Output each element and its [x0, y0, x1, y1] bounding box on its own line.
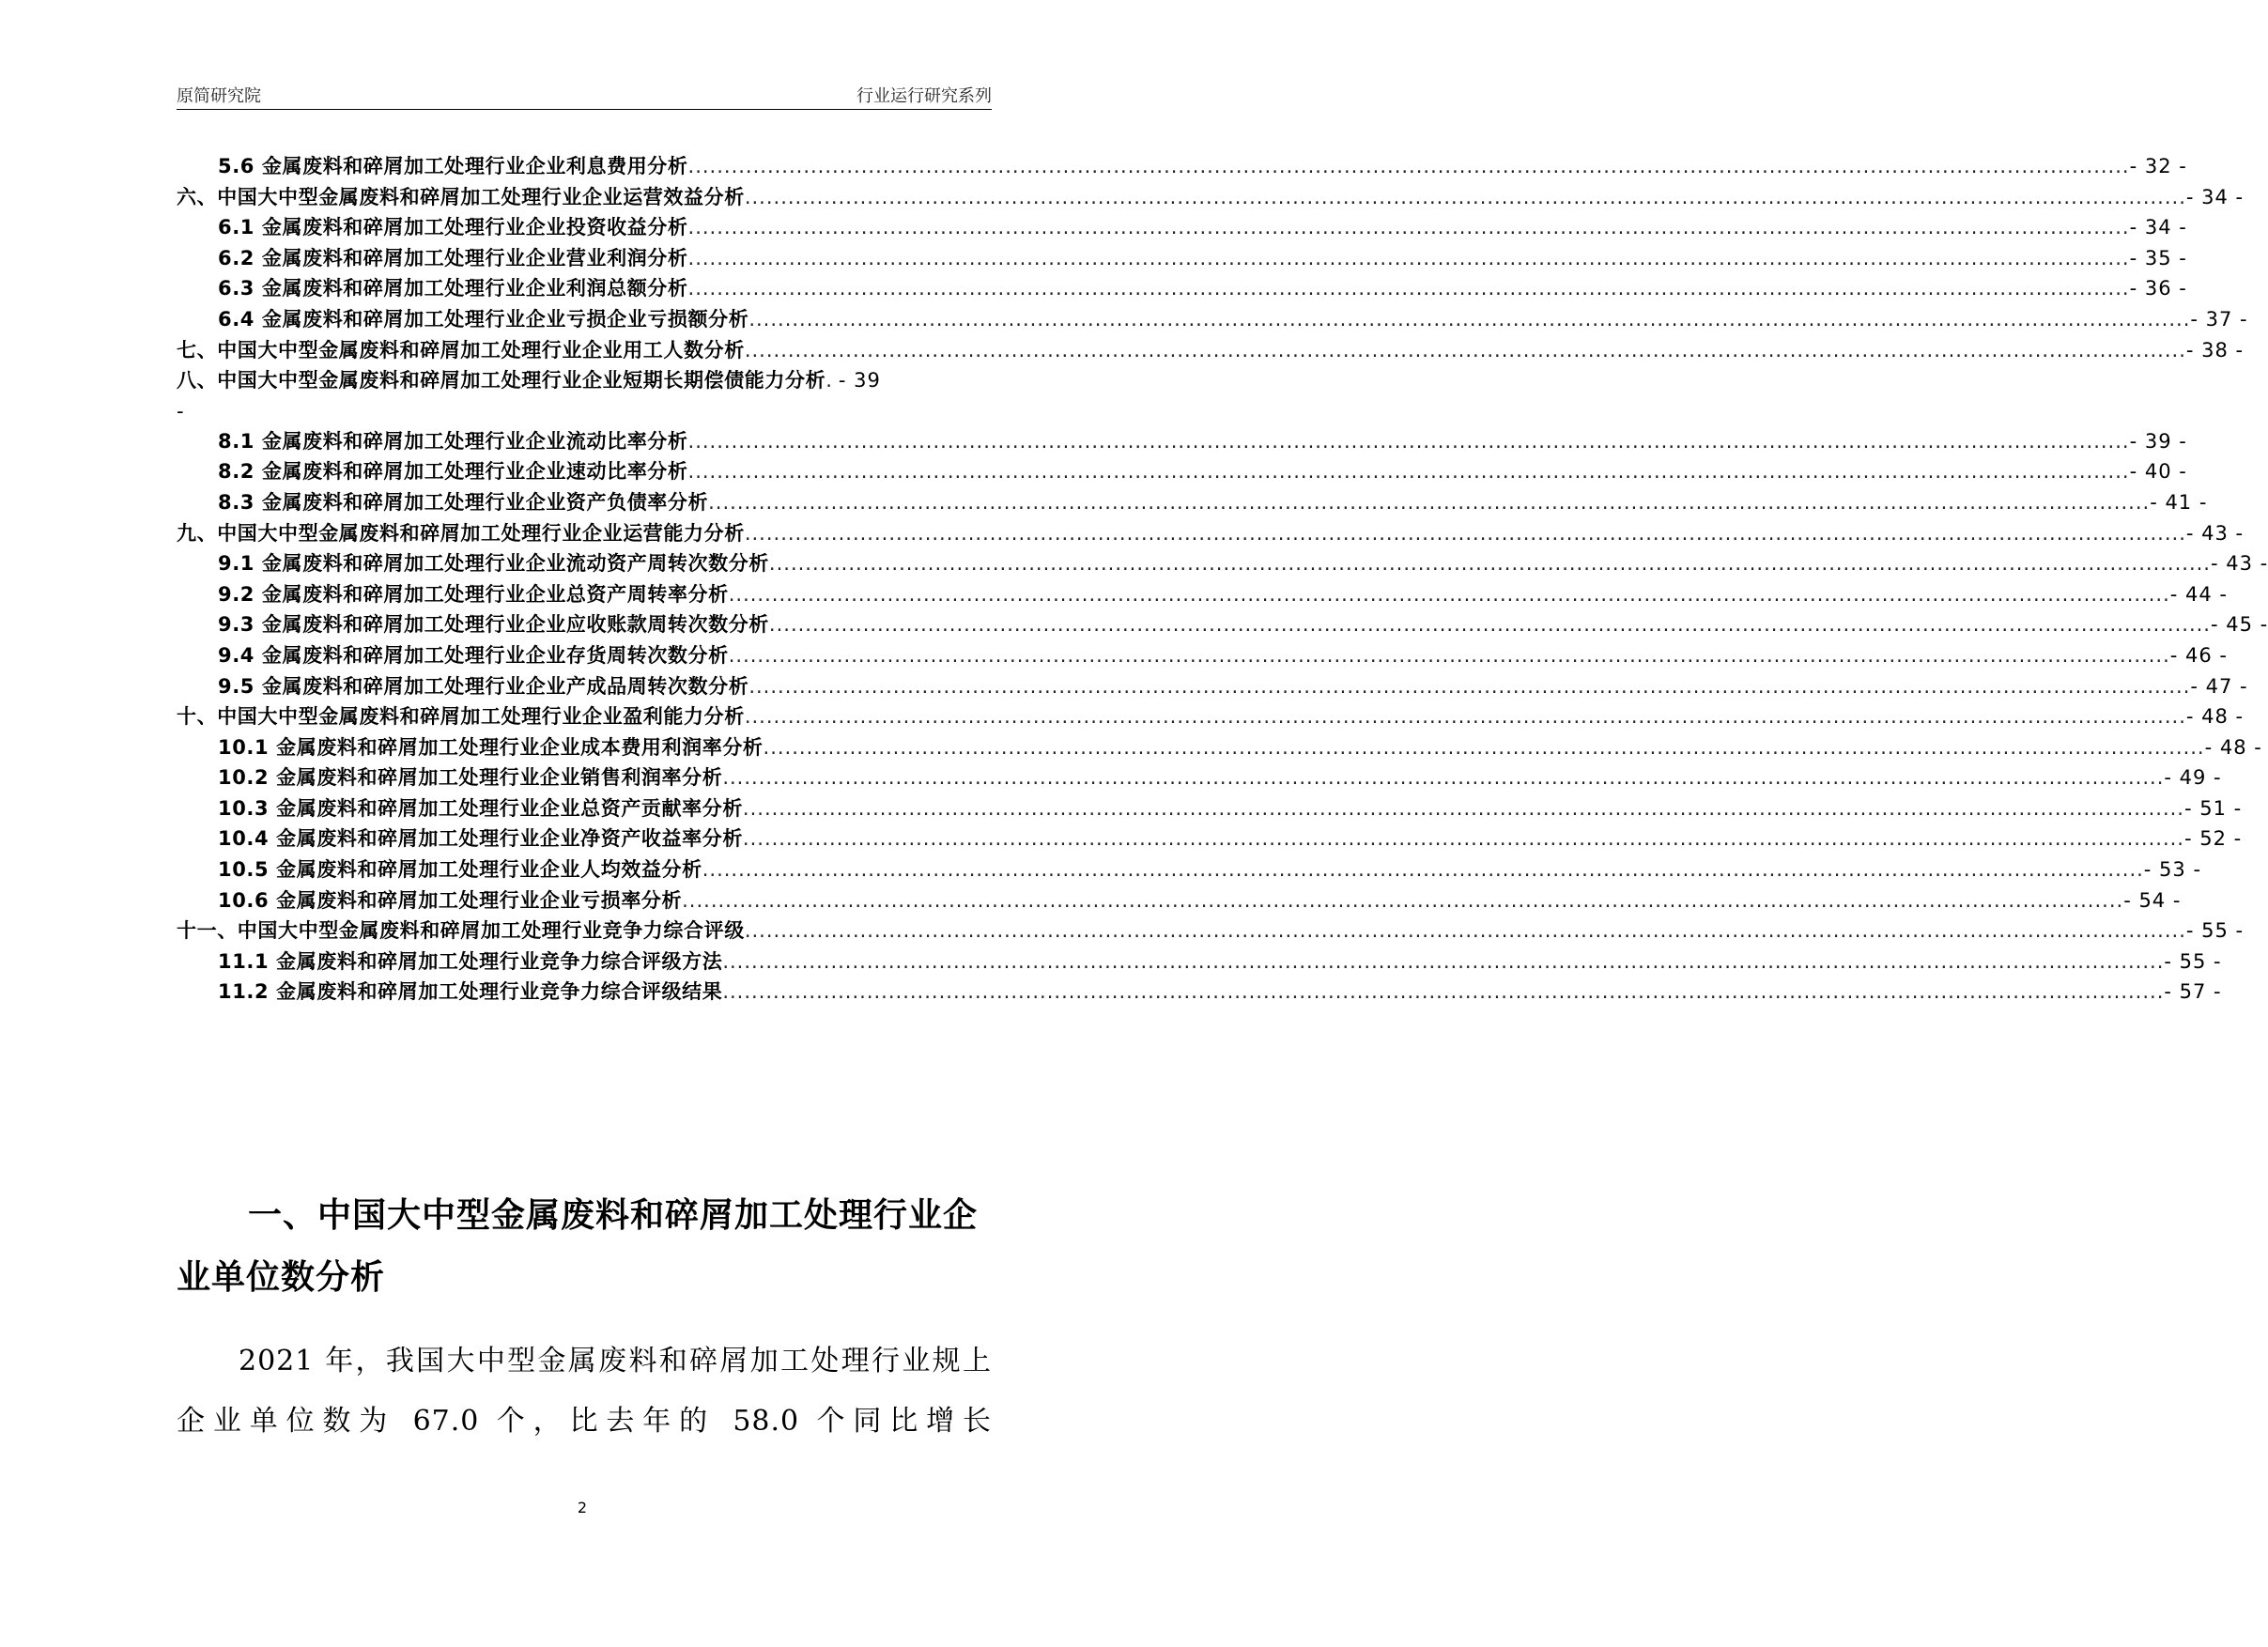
toc-leader-dots: ........................................................................................................................................................................................................ [687, 246, 2130, 269]
toc-entry[interactable] [177, 671, 2248, 702]
toc-leader-dots: ........................................................................................................................................................................................................ [702, 858, 2144, 882]
toc-leader-dots: ........................................................................................................................................................................................................ [744, 338, 2186, 362]
toc-entry-page: - 41 - [2150, 490, 2208, 514]
toc-entry[interactable] [177, 243, 2187, 274]
toc-entry-title: 9.5 金属废料和碎屑加工处理行业企业产成品周转次数分析 [218, 674, 749, 698]
toc-entry-page: - 39 [838, 369, 881, 393]
toc-entry-title: 6.4 金属废料和碎屑加工处理行业企业亏损企业亏损额分析 [218, 307, 749, 331]
toc-entry-title: 十、中国大中型金属废料和碎屑加工处理行业企业盈利能力分析 [177, 705, 745, 729]
toc-entry-title: 10.6 金属废料和碎屑加工处理行业企业亏损率分析 [218, 888, 683, 912]
toc-leader-dots: ........................................................................................................................................................................................................ [763, 735, 2205, 759]
toc-entry-page: - 54 - [2123, 888, 2182, 912]
toc-entry[interactable] [177, 854, 2202, 885]
toc-entry-page: - 38 - [2185, 338, 2245, 362]
toc-entry-page: - 48 - [2185, 705, 2245, 729]
toc-entry-page: - 44 - [2169, 582, 2229, 606]
table-of-contents [177, 151, 2268, 1008]
toc-leader-dots: ........................................................................................................................................................................................................ [722, 980, 2165, 1004]
toc-leader-dots: ........................................................................................................................................................................................................ [722, 949, 2165, 973]
header-publisher: 原简研究院 [177, 86, 261, 106]
toc-entry-page: - 45 - [2210, 613, 2268, 637]
toc-entry[interactable] [177, 916, 2245, 947]
toc-entry-title: 10.5 金属废料和碎屑加工处理行业企业人均效益分析 [218, 858, 702, 882]
toc-entry-page: - 34 - [2129, 216, 2187, 239]
toc-entry-page: - 52 - [2183, 827, 2243, 851]
toc-entry-title: 10.2 金属废料和碎屑加工处理行业企业销售利润率分析 [218, 766, 723, 790]
page-header [177, 81, 992, 110]
toc-entry[interactable] [177, 548, 2268, 579]
toc-leader-dots: ........................................................................................................................................................................................................ [768, 552, 2211, 576]
toc-leader-dots: ........................................................................................................................................................................................................ [687, 460, 2130, 484]
toc-entry-title: 6.3 金属废料和碎屑加工处理行业企业利润总额分析 [218, 277, 688, 300]
toc-entry[interactable] [177, 518, 2245, 549]
toc-leader-dots: . [825, 369, 833, 393]
toc-entry[interactable] [177, 579, 2229, 610]
toc-entry[interactable] [177, 335, 2245, 366]
toc-entry-page: - 51 - [2183, 796, 2243, 820]
toc-entry-title: 8.1 金属废料和碎屑加工处理行业企业流动比率分析 [218, 429, 688, 453]
toc-entry[interactable] [177, 977, 2222, 1008]
toc-entry-title: 9.3 金属废料和碎屑加工处理行业企业应收账款周转次数分析 [218, 613, 769, 637]
toc-entry-page: - 48 - [2204, 735, 2262, 759]
toc-entry-page: - 57 - [2164, 980, 2222, 1004]
toc-leader-dots: ........................................................................................................................................................................................................ [768, 613, 2211, 637]
toc-leader-dots: ........................................................................................................................................................................................................ [742, 827, 2184, 851]
toc-entry[interactable] [177, 151, 2187, 182]
toc-entry-title: 七、中国大中型金属废料和碎屑加工处理行业企业用工人数分析 [177, 338, 745, 362]
toc-entry[interactable] [177, 304, 2248, 335]
toc-entry-page: - 47 - [2190, 674, 2248, 698]
toc-leader-dots: ........................................................................................................................................................................................................ [682, 888, 2124, 912]
toc-entry-title: 5.6 金属废料和碎屑加工处理行业企业利息费用分析 [218, 155, 688, 177]
toc-entry[interactable] [177, 793, 2243, 824]
toc-leader-dots: ........................................................................................................................................................................................................ [687, 277, 2130, 300]
toc-entry-page: - 34 - [2185, 185, 2245, 208]
toc-leader-dots: ........................................................................................................................................................................................................ [687, 429, 2130, 453]
toc-entry[interactable] [177, 762, 2222, 793]
toc-entry[interactable] [177, 640, 2229, 671]
toc-leader-dots: ........................................................................................................................................................................................................ [744, 919, 2186, 943]
section-title: 一、中国大中型金属废料和碎屑加工处理行业企业单位数分析 [177, 1196, 979, 1297]
toc-entry[interactable] [177, 456, 2187, 487]
toc-entry[interactable] [177, 182, 2245, 213]
toc-leader-dots: ........................................................................................................................................................................................................ [744, 521, 2186, 545]
toc-entry[interactable] [177, 212, 2187, 243]
toc-entry-title: 八、中国大中型金属废料和碎屑加工处理行业企业短期长期偿债能力分析 [177, 369, 826, 393]
toc-entry-title: 6.1 金属废料和碎屑加工处理行业企业投资收益分析 [218, 216, 688, 239]
toc-leader-dots: ........................................................................................................................................................................................................ [722, 766, 2165, 790]
toc-leader-dots: ........................................................................................................................................................................................................ [708, 490, 2151, 514]
toc-entry-title: 9.2 金属废料和碎屑加工处理行业企业总资产周转率分析 [218, 582, 729, 606]
toc-entry-page: - 39 - [2129, 429, 2187, 453]
toc-entry-title: 六、中国大中型金属废料和碎屑加工处理行业企业运营效益分析 [177, 185, 745, 208]
toc-entry-page: - 40 - [2129, 460, 2187, 484]
toc-entry[interactable] [177, 365, 992, 396]
toc-entry-page: - 36 - [2129, 277, 2187, 300]
toc-leader-dots: ........................................................................................................................................................................................................ [748, 307, 2191, 331]
toc-entry[interactable] [177, 947, 2222, 977]
toc-entry[interactable] [177, 701, 2245, 732]
toc-entry-title: 11.2 金属废料和碎屑加工处理行业竞争力综合评级结果 [218, 980, 723, 1004]
toc-entry-page: - 55 - [2164, 949, 2222, 973]
toc-entry-title: 8.2 金属废料和碎屑加工处理行业企业速动比率分析 [218, 460, 688, 484]
toc-entry[interactable] [177, 609, 2268, 640]
toc-entry[interactable] [177, 426, 2187, 457]
toc-entry-title: 11.1 金属废料和碎屑加工处理行业竞争力综合评级方法 [218, 949, 723, 973]
toc-leader-dots: ........................................................................................................................................................................................................ [748, 674, 2191, 698]
toc-entry-page: - 37 - [2190, 307, 2248, 331]
toc-entry-page: - 49 - [2164, 766, 2222, 790]
toc-entry-page: - 43 - [2185, 521, 2245, 545]
toc-entry-title: 10.4 金属废料和碎屑加工处理行业企业净资产收益率分析 [218, 827, 743, 851]
toc-entry[interactable] [177, 273, 2187, 304]
toc-entry-title: 九、中国大中型金属废料和碎屑加工处理行业企业运营能力分析 [177, 521, 745, 545]
body-paragraph: 2021 年，我国大中型金属废料和碎屑加工处理行业规上企业单位数为 67.0 个，比去年的 58.0 个同比增长 [177, 1345, 992, 1438]
toc-entry-title: 10.3 金属废料和碎屑加工处理行业企业总资产贡献率分析 [218, 796, 743, 820]
toc-entry-page: - 46 - [2169, 643, 2229, 667]
toc-entry[interactable] [177, 732, 2262, 763]
toc-leader-dots: ........................................................................................................................................................................................................ [742, 796, 2184, 820]
header-series: 行业运行研究系列 [856, 86, 992, 106]
toc-entry-title: 6.2 金属废料和碎屑加工处理行业企业营业利润分析 [218, 246, 688, 269]
toc-entry[interactable] [177, 487, 2208, 518]
toc-entry-title: 9.1 金属废料和碎屑加工处理行业企业流动资产周转次数分析 [218, 552, 769, 576]
toc-entry-page: - 35 - [2129, 246, 2187, 269]
page-number: 2 [577, 1499, 588, 1516]
toc-leader-dots: ........................................................................................................................................................................................................ [744, 705, 2186, 729]
toc-leader-dots: ........................................................................................................................................................................................................ [728, 582, 2170, 606]
toc-entry-page: - 53 - [2143, 858, 2202, 882]
toc-leader-dots: ........................................................................................................................................................................................................ [744, 185, 2186, 208]
toc-leader-dots: ........................................................................................................................................................................................................ [687, 216, 2130, 239]
toc-entry-page-continuation: - [177, 399, 184, 423]
toc-entry-title: 9.4 金属废料和碎屑加工处理行业企业存货周转次数分析 [218, 643, 729, 667]
toc-leader-dots: ........................................................................................................................................................................................................ [687, 155, 2130, 177]
toc-entry[interactable] [177, 885, 2182, 916]
toc-entry-title: 8.3 金属废料和碎屑加工处理行业企业资产负债率分析 [218, 490, 709, 514]
toc-entry-title: 10.1 金属废料和碎屑加工处理行业企业成本费用利润率分析 [218, 735, 764, 759]
toc-entry[interactable] [177, 824, 2243, 854]
toc-entry-title: 十一、中国大中型金属废料和碎屑加工处理行业竞争力综合评级 [177, 919, 745, 943]
toc-entry-page: - 55 - [2185, 919, 2245, 943]
toc-leader-dots: ........................................................................................................................................................................................................ [728, 643, 2170, 667]
toc-entry-page: - 32 - [2129, 155, 2187, 177]
toc-entry-page: - 43 - [2210, 552, 2268, 576]
